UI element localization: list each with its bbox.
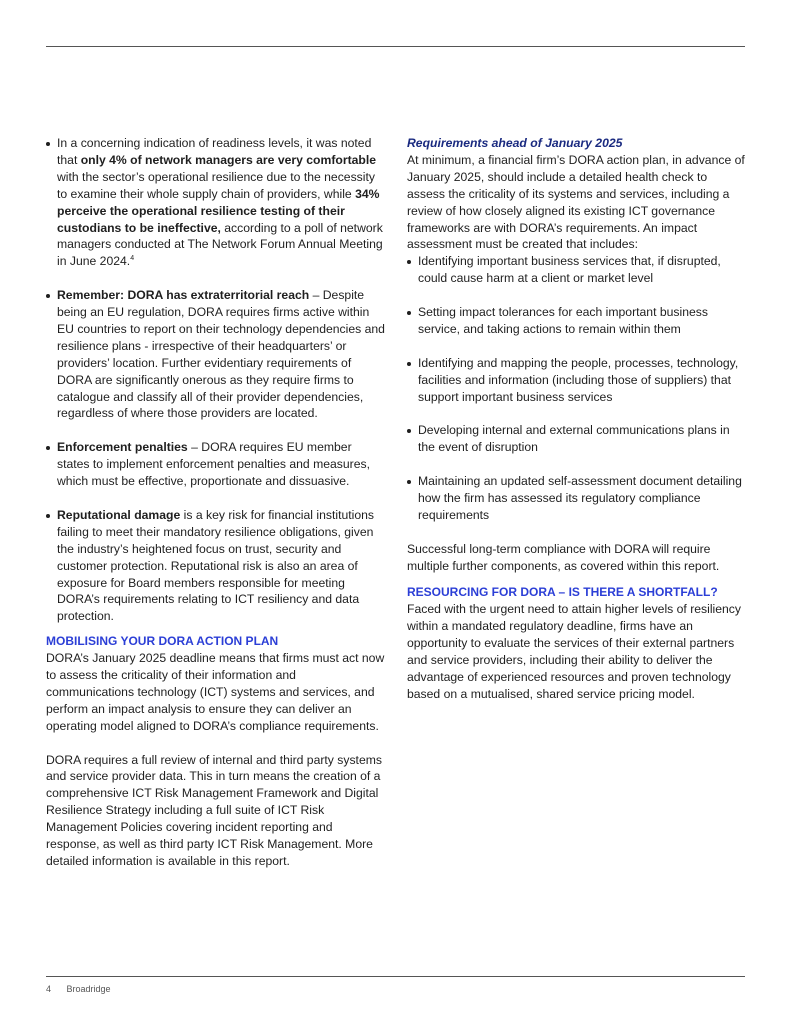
top-rule xyxy=(46,46,745,47)
paragraph: DORA requires a full review of internal and third party systems and service provider data. This in turn means the creation of a comprehensive ICT Risk Management Framework and Digital Resilience Strategy including a full suite of ICT Risk Management Policies covering incident reporting and response, as well as third party ICT Risk Management. More detailed information is available in this report. xyxy=(46,752,382,868)
bottom-rule xyxy=(46,976,745,977)
right-bullet-list xyxy=(407,253,747,523)
brand-name: Broadridge xyxy=(66,984,111,994)
page-footer xyxy=(46,984,111,994)
list-item: Maintaining an updated self-assessment document detailing how the firm has assessed its regulatory compliance requirements xyxy=(407,473,747,524)
list-item: Developing internal and external communications plans in the event of disruption xyxy=(407,422,747,456)
right-column xyxy=(407,135,747,703)
list-item: Identifying and mapping the people, processes, technology, facilities and information (including those of suppliers) that support important business services xyxy=(407,355,747,406)
list-item: Setting impact tolerances for each important business service, and taking actions to remain within them xyxy=(407,304,747,338)
page-number: 4 xyxy=(46,984,52,994)
list-item: Enforcement penalties – DORA requires EU member states to implement enforcement penalties and measures, which must be effective, proportionate and dissuasive. xyxy=(46,439,386,490)
subheading-requirements: Requirements ahead of January 2025 xyxy=(407,136,623,150)
paragraph: DORA’s January 2025 deadline means that firms must act now to assess the criticality of their information and communications technology (ICT) systems and services, and perform an impact analysis to ensure they can deliver an operating model aligned to DORA’s compliance requirements. xyxy=(46,651,385,733)
list-item: In a concerning indication of readiness levels, it was noted that only 4% of network managers are very comfortable with the sector’s operational resilience due to the necessity to examine their whole supply chain of providers, while 34% perceive the operational resilience testing of their custodians to be ineffective, according to a poll of network managers conducted at The Network Forum Annual Meeting in June 2024.$^4$ xyxy=(46,135,386,270)
paragraph: Faced with the urgent need to attain higher levels of resiliency within a mandated regulatory deadline, firms have an opportunity to evaluate the services of their external partners and service providers, including their ability to deliver the advantage of experienced resources and proven technology based on a mutualised, shared service pricing model. xyxy=(407,602,741,701)
paragraph: Successful long-term compliance with DORA will require multiple further components, as covered within this report. xyxy=(407,541,720,573)
left-column xyxy=(46,135,386,870)
list-item: Reputational damage is a key risk for financial institutions failing to meet their mandatory resilience obligations, given the industry’s heightened focus on trust, security and customer protection. Reputational risk is also an area of exposure for Board members responsible for meeting DORA’s requirements relating to ICT resiliency and data protection. xyxy=(46,507,386,625)
list-item: Remember: DORA has extraterritorial reach – Despite being an EU regulation, DORA requires firms active within EU countries to report on their technology dependencies and resilience plans - irrespective of their headquarters’ or providers’ location. Further evidentiary requirements of DORA are significantly onerous as they require firms to catalogue and classify all of their provider dependencies, regardless of where those providers are located. xyxy=(46,287,386,422)
section-heading-resourcing: RESOURCING FOR DORA – IS THERE A SHORTFALL? xyxy=(407,585,718,600)
section-heading-mobilising: MOBILISING YOUR DORA ACTION PLAN xyxy=(46,634,279,649)
footnote-ref: 4 xyxy=(130,255,135,263)
left-bullet-list xyxy=(46,135,386,625)
list-item: Identifying important business services that, if disrupted, could cause harm at a client or market level xyxy=(407,253,747,287)
paragraph: At minimum, a financial firm’s DORA action plan, in advance of January 2025, should include a detailed health check to assess the criticality of its systems and services, including a review of how closely aligned its existing ICT governance frameworks are with DORA’s requirements. An impact assessment must be created that includes: xyxy=(407,152,745,252)
